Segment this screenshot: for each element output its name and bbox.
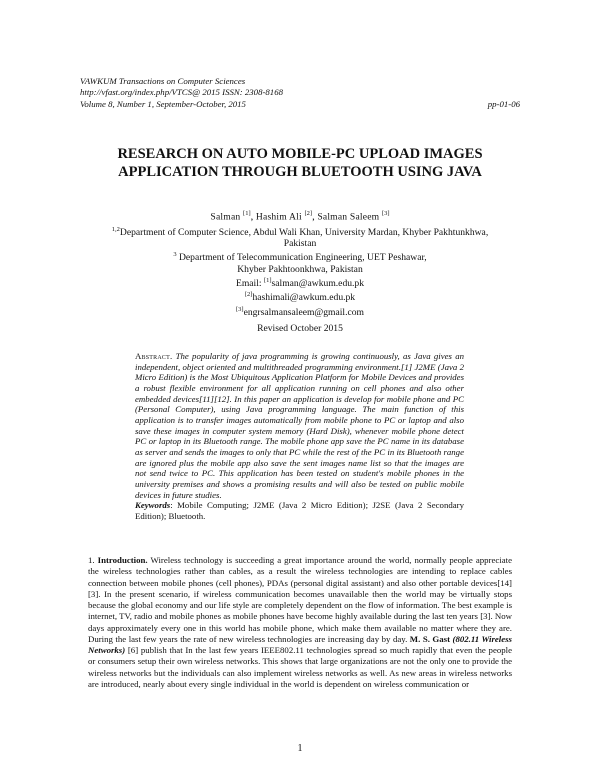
author-2-name: Hashim Ali: [255, 211, 302, 223]
author-3-ref: [3]: [381, 210, 390, 217]
email-3-line: [110, 304, 490, 318]
author-block: [110, 208, 490, 318]
affiliation-2: [110, 249, 490, 263]
intro-text-1: Wireless technology is succeeding a great importance around the world, normally people appreciate the wireless technologies rather than cables, as a result the wireless technologies are intending to replace cables connection between mobile phones (cell phones), PDAs (personal digital assistant) and also other portable devices[14][3]. In the present scenario, if wireless communication becomes unavailable then the world may be virtually stops because the global economy and our life style are completely dependent on the flow of information. The best example is internet, TV, radio and mobile phones as mobile phones have become highly available during the last ten years [3]. Now days approximately every one in this world has mobile phone, which make them available no matter where they are. During the last few years the rate of new wireless technologies are increasing day by day.: [88, 555, 512, 644]
journal-volume: Volume 8, Number 1, September-October, 2015: [80, 98, 246, 109]
author-2-ref: [2]: [304, 210, 313, 217]
email-1-sup: [1]: [263, 276, 272, 284]
keywords-label-text: Keywords: [135, 500, 171, 511]
abstract-heading: Abstract.: [135, 351, 173, 361]
intro-author-ref: M. S. Gast: [409, 633, 451, 644]
paper-title: RESEARCH ON AUTO MOBILE-PC UPLOAD IMAGES APPLICATION THROUGH BLUETOOTH USING JAVA: [117, 146, 483, 181]
email-3: engrsalmansaleem@gmail.com: [243, 306, 365, 318]
affiliation-1-sup: 1,2: [111, 225, 120, 233]
page-number: 1: [297, 743, 303, 754]
affiliation-2-text-a: Department of Telecommunication Engineering, UET Peshawar,: [178, 252, 427, 264]
intro-heading: Introduction.: [97, 555, 148, 565]
intro-text-2: [6] publish that In the last few years IEEE802.11 technologies spread so much rapidly that even the people or consumers setup their own wireless networks. This shows that large organizations are not the only one to provide the wireless networks but the individuals can also implement wireless networks as well. As new areas in wireless networks are introduced, nearly about every single individual in the world is dependent on wireless communication or: [88, 645, 512, 689]
journal-name: VAWKUM Transactions on Computer Sciences: [80, 76, 246, 86]
email-1: salman@awkum.edu.pk: [271, 278, 365, 290]
keywords-text: Mobile Computing; J2ME (Java 2 Micro Edition); J2SE (Java 2 Secondary Edition); Bluetooth.: [135, 500, 464, 521]
email-2-line: [110, 289, 490, 303]
email-3-sup: [3]: [235, 305, 244, 313]
intro-number: 1.: [88, 555, 95, 565]
email-2: hashimali@awkum.edu.pk: [252, 292, 356, 304]
keywords-label: [135, 500, 170, 510]
affiliation-2-b: Khyber Pakhtoonkhwa, Pakistan: [237, 263, 363, 275]
revised-date: Revised October 2015: [257, 323, 343, 334]
author-1-name: Salman: [210, 211, 241, 223]
author-list: Salman [1], Hashim Ali [2], Salman Saleem [3]: [210, 210, 390, 223]
abstract-section: [135, 351, 464, 522]
author-1-ref: [1]: [243, 210, 251, 217]
email-label: Email:: [235, 278, 262, 290]
journal-url-issn: http://vfast.org/index.php/VTCS@ 2015 ISSN: 2308-8168: [80, 87, 283, 98]
affiliation-2-sup: 3: [173, 251, 177, 259]
affiliation-1: [110, 224, 490, 250]
affiliation-1-text: Department of Computer Science, Abdul Wali Khan, University Mardan, Khyber Pakhtunkhwa, Pakistan: [119, 226, 489, 250]
journal-pages: pp-01-06: [487, 98, 520, 109]
abstract-heading-text: Abstract: [135, 351, 170, 361]
intro-work-ref: (802.11 Wireless Networks): [88, 633, 512, 655]
keywords: Keywords: Mobile Computing; J2ME (Java 2 Micro Edition); J2SE (Java 2 Secondary Edition); Bluetooth.: [135, 500, 464, 521]
author-3-name: Salman Saleem: [317, 211, 380, 223]
introduction-section: [88, 555, 512, 690]
journal-header: [80, 76, 520, 110]
email-2-sup: [2]: [244, 291, 253, 299]
abstract-text: The popularity of java programming is growing continuously, as Java gives an independent, object oriented and multithreaded programming environment.[1] J2ME (Java 2 Micro Edition) is the Most Ubiquitous Application Platform for Mobile Devices and provides a robust flexible environment for all application running on cell phones and also other embedded devices[11][12]. In this paper an application is develop for mobile phone and PC (Personal Computer), using Java programming language. The main function of this application is to transfer images automatically from mobile phone to PC or laptop and also save these images in computer system memory (Hard Disk), whenever mobile phone detect PC or laptop in its Bluetooth range. The mobile phone app save the PC name in its database as server and sends the images to only that PC while the rest of the PC in its Bluetooth range are ignored plus the mobile app also save the sent images name list so that the images are not send twice to PC. This application has been tested on student's mobile phones in the university premises and shows a promising results and will also be tested on public mobile devices in future studies.: [135, 351, 464, 500]
email-1-line: [110, 275, 490, 289]
